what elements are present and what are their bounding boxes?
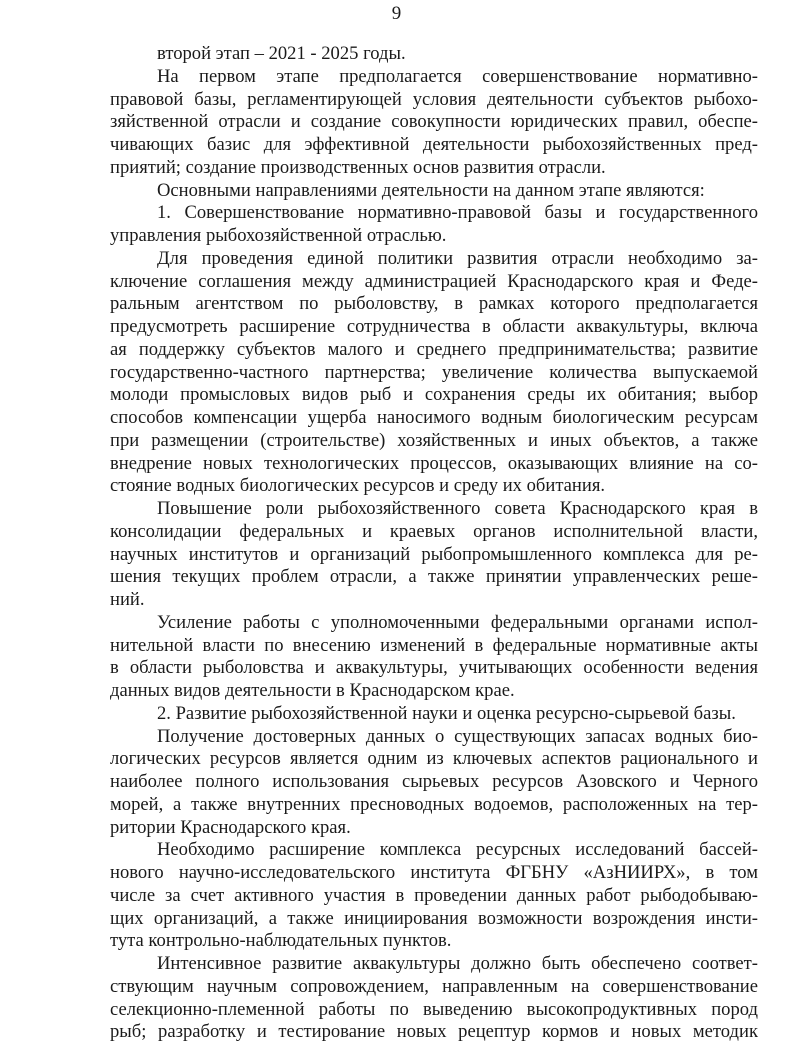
text-line: молоди промысловых видов рыб и сохранения среды их обитания; выбор	[110, 384, 758, 406]
text-line: ключение соглашения между администрацией Краснодарского края и Феде-	[110, 270, 758, 292]
text-line: тута контрольно-наблюдательных пунктов.	[110, 930, 452, 952]
text-line: стояние водных биологических ресурсов и среду их обитания.	[110, 475, 606, 497]
text-line: ральным агентством по рыболовству, в рамках которого предполагается	[110, 293, 758, 315]
text-line: данных видов деятельности в Краснодарском крае.	[110, 680, 515, 701]
text-line: 1. Совершенствование нормативно-правовой базы и государственного	[157, 202, 758, 224]
text-line: рыб; разработку и тестирование новых рецептур кормов и новых методик	[110, 1021, 758, 1043]
text-line: Получение достоверных данных о существующих запасах водных био-	[157, 725, 758, 747]
text-line: Интенсивное развитие аквакультуры должно быть обеспечено соответ-	[157, 953, 758, 974]
text-line: зяйственной отрасли и создание совокупности юридических правил, обеспе-	[110, 111, 758, 133]
text-line: ритории Краснодарского края.	[110, 816, 351, 838]
text-line: ствующим научным сопровождением, направленным на совершенствование	[110, 975, 758, 997]
text-line: консолидации федеральных и краевых органов исполнительной власти,	[110, 520, 758, 542]
text-line: селекционно-племенной работы по выведению высокопродуктивных пород	[110, 998, 758, 1020]
text-line: ний.	[110, 589, 145, 610]
text-line: логических ресурсов является одним из ключевых аспектов рационального и	[110, 748, 758, 770]
text-line: нительной власти по внесению изменений в федеральные нормативные акты	[110, 634, 758, 656]
text-line: правовой базы, регламентирующей условия деятельности субъектов рыбохо-	[110, 88, 758, 110]
text-line: чивающих базис для эффективной деятельности рыбохозяйственных пред-	[110, 134, 758, 155]
text-line: шения текущих проблем отрасли, а также принятии управленческих реше-	[110, 566, 758, 588]
text-line: в области рыболовства и аквакультуры, учитывающих особенности ведения	[110, 657, 758, 679]
text-line: щих организаций, а также инициирования возможности возрождения инсти-	[110, 907, 758, 929]
text-line: На первом этапе предполагается совершенствование нормативно-	[157, 65, 758, 87]
body-text	[110, 43, 758, 1044]
text-line: государственно-частного партнерства; увеличение количества выпускаемой	[110, 361, 758, 383]
text-line: наиболее полного использования сырьевых ресурсов Азовского и Черного	[110, 771, 758, 792]
text-line: способов компенсации ущерба наносимого водным биологическим ресурсам	[110, 407, 758, 428]
text-line: Для проведения единой политики развития отрасли необходимо за-	[157, 247, 758, 269]
text-line: Повышение роли рыбохозяйственного совета Краснодарского края в	[157, 498, 758, 519]
text-line: морей, а также внутренних пресноводных водоемов, расположенных на тер-	[110, 793, 758, 815]
text-line: нового научно-исследовательского института ФГБНУ «АзНИИРХ», в том	[110, 862, 758, 883]
text-line: при размещении (строительстве) хозяйственных и иных объектов, а также	[110, 429, 758, 451]
text-line: Основными направлениями деятельности на данном этапе являются:	[157, 179, 705, 201]
text-line: Необходимо расширение комплекса ресурсных исследований бассей-	[157, 839, 758, 861]
text-line: 2. Развитие рыбохозяйственной науки и оценка ресурсно-сырьевой базы.	[157, 702, 736, 724]
text-line: ая поддержку субъектов малого и среднего предпринимательства; развитие	[110, 338, 758, 360]
text-line: внедрение новых технологических процессов, оказывающих влияние на со-	[110, 452, 758, 474]
text-line: научных институтов и организаций рыбопромышленного комплекса для ре-	[110, 543, 758, 565]
page-number: 9	[391, 3, 402, 24]
text-line: предусмотреть расширение сотрудничества в области аквакультуры, включа	[110, 316, 758, 337]
text-line: приятий; создание производственных основ развития отрасли.	[110, 156, 606, 178]
text-line: управления рыбохозяйственной отраслью.	[110, 225, 447, 246]
text-line: числе за счет активного участия в проведении данных работ рыбодобываю-	[110, 884, 758, 906]
text-line: второй этап – 2021 - 2025 годы.	[157, 43, 406, 64]
text-line: Усиление работы с уполномоченными федеральными органами испол-	[157, 611, 758, 633]
